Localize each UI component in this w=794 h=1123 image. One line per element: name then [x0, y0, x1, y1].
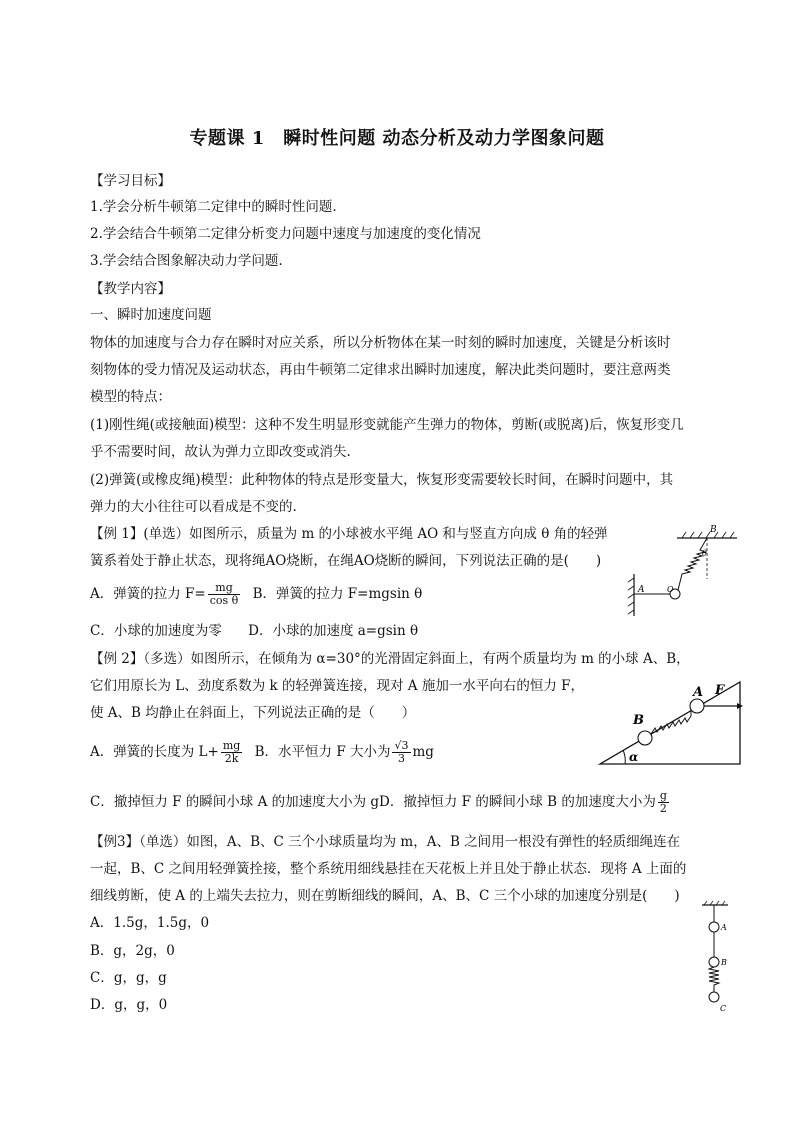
model2-line: 弹力的大小往往可以看成是不变的.	[90, 499, 297, 515]
label-theta: θ	[702, 549, 707, 558]
example1-line: 簧系着处于静止状态，现将绳AO烧断，在绳AO烧断的瞬间，下列说法正确的是( )	[90, 553, 602, 569]
label-b: B	[633, 713, 644, 728]
model1-line: 乎不需要时间，故认为弹力立即改变或消失.	[90, 444, 351, 460]
label-f: F	[715, 683, 725, 698]
fraction: $\frac{mg}{\text{cos θ}}$	[209, 581, 239, 607]
fraction: $\frac{mg}{2k}$	[222, 739, 241, 765]
goal-item: 1.学会分析牛顿第二定律中的瞬时性问题.	[90, 199, 337, 215]
label-b: B	[710, 525, 717, 535]
example2-figure	[595, 680, 745, 768]
fraction: $\frac{g}{2}$	[659, 789, 667, 815]
example3-line: 一起，B、C 之间用轻弹簧拴接，整个系统用细线悬挂在天花板上并且处于静止状态．现将 A 上面的	[90, 861, 687, 877]
label-o: O	[667, 585, 674, 594]
page-title: 专题课 1 瞬时性问题 动态分析及动力学图象问题	[189, 128, 605, 149]
fraction: $\frac{√3}{3}$	[394, 739, 409, 765]
content-header: 【教学内容】	[90, 281, 171, 297]
example2-line: 【例 2】（多选）如图所示，在倾角为 α=30°的光滑固定斜面上，有两个质量均为 m 的小球 A、B，	[90, 651, 690, 667]
example3-option: A．1.5g，1.5g，0	[90, 915, 210, 931]
example1-option-a: A．弹簧的拉力 F= $\frac{mg}{\text{cos θ}}$ B．弹簧的拉力 F=mgsin θ	[90, 581, 423, 607]
example3-figure	[698, 900, 738, 1015]
example3-line: 【例3】（单选）如图，A、B、C 三个小球质量均为 m，A、B 之间用一根没有弹性的轻质细绳连在	[90, 834, 681, 850]
model2-line: (2)弹簧(或橡皮绳)模型：此种物体的特点是形变量大，恢复形变需要较长时间，在瞬时问题中，其	[90, 472, 674, 488]
example3-line: 细线剪断，使 A 的上端失去拉力，则在剪断细线的瞬间，A、B、C 三个小球的加速度分别是( )	[90, 888, 680, 904]
label-a: A	[693, 685, 704, 700]
label-b: B	[721, 958, 727, 967]
example2-line: 使 A、B 均静止在斜面上，下列说法正确的是（ ）	[90, 705, 416, 721]
example1-line: 【例 1】(单选）如图所示，质量为 m 的小球被水平绳 AO 和与竖直方向成 θ 角的轻弹	[90, 526, 608, 542]
model1-line: (1)刚性绳(或接触面)模型：这种不发生明显形变就能产生弹力的物体，剪断(或脱离)后，恢复形变几	[90, 417, 684, 433]
goal-item: 3.学会结合图象解决动力学问题.	[90, 253, 283, 269]
example2-option-a: A．弹簧的长度为 L+ $\frac{mg}{2k}$ B．水平恒力 F 大小为 $\frac{√3}{3}$ mg	[90, 739, 434, 765]
example1-option-c: C．小球的加速度为零 D．小球的加速度 a=gsin θ	[90, 623, 419, 639]
example1-figure	[622, 524, 742, 624]
paragraph-line: 刻物体的受力情况及运动状态，再由牛顿第二定律求出瞬时加速度，解决此类问题时，要注意两类	[90, 362, 671, 378]
example2-option-b: B．水平恒力 F 大小为 $\frac{√3}{3}$ mg	[254, 739, 434, 765]
section-heading: 一、瞬时加速度问题	[90, 307, 212, 323]
example3-option: B．g，2g，0	[90, 943, 175, 959]
example1-option-b: B．弹簧的拉力 F=mgsin θ	[252, 586, 423, 602]
example1-option-d: D．小球的加速度 a=gsin θ	[248, 623, 419, 639]
example2-option-cd: C．撤掉恒力 F 的瞬间小球 A 的加速度大小为 gD．撤掉恒力 F 的瞬间小球 B 的加速度大小为 $\frac{g}{2}$	[90, 789, 667, 815]
goals-header: 【学习目标】	[90, 173, 171, 189]
example3-option: C．g，g，g	[90, 970, 167, 986]
label-a: A	[721, 923, 727, 932]
label-a: A	[638, 585, 645, 595]
label-c: C	[720, 1004, 727, 1013]
example3-option: D．g，g，0	[90, 997, 168, 1013]
goal-item: 2.学会结合牛顿第二定律分析变力问题中速度与加速度的变化情况	[90, 226, 481, 242]
example2-line: 它们用原长为 L、劲度系数为 k 的轻弹簧连接，现对 A 施加一水平向右的恒力 F，	[90, 678, 585, 694]
paragraph-line: 模型的特点：	[90, 389, 171, 405]
label-alpha: α	[629, 750, 639, 764]
paragraph-line: 物体的加速度与合力存在瞬时对应关系，所以分析物体在某一时刻的瞬时加速度，关键是分析该时	[90, 335, 671, 351]
